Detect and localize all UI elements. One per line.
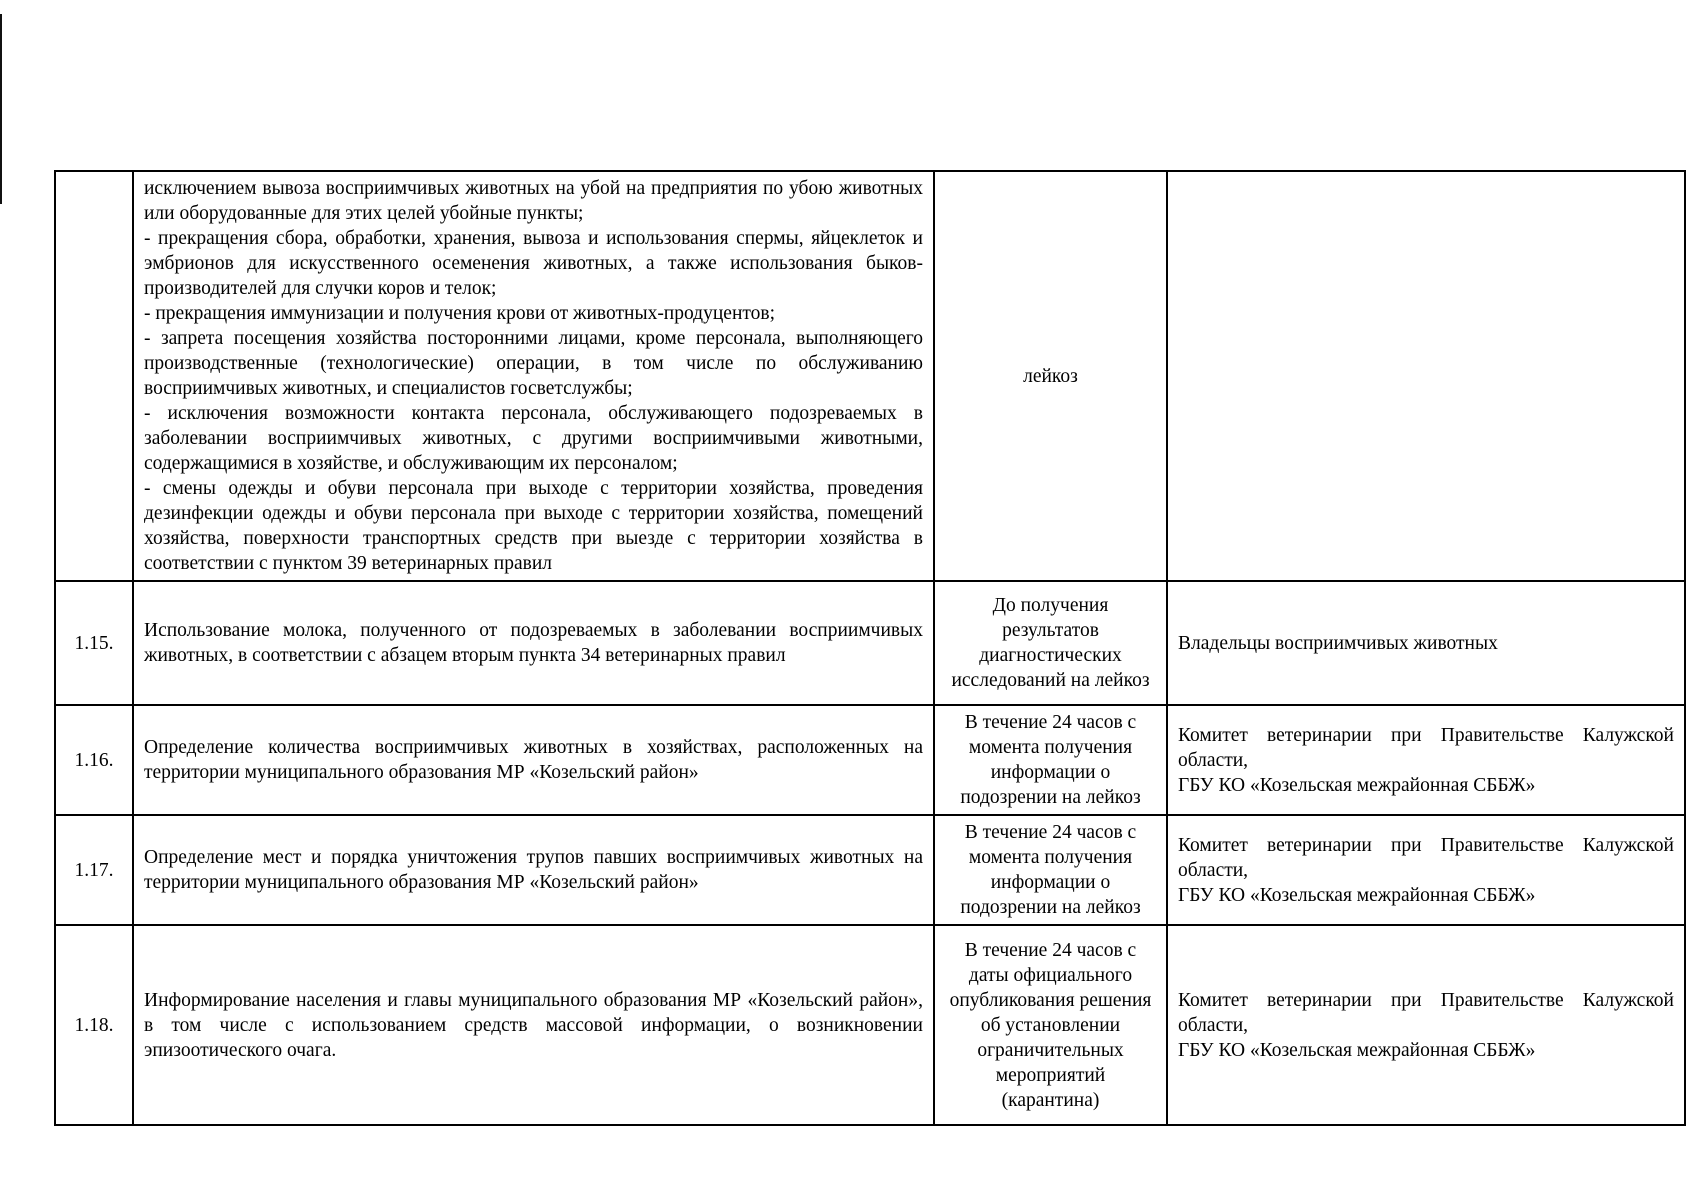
row-number: 1.18. — [55, 925, 133, 1125]
measures-table — [54, 170, 1686, 1126]
measure-text: Использование молока, полученного от подозреваемых в заболевании восприимчивых животных, в соответствии с абзацем вторым пункта 34 ветеринарных правил — [133, 581, 934, 705]
deadline-cell: В течение 24 часов с момента получения информации о подозрении на лейкоз — [934, 705, 1167, 815]
table-row — [55, 581, 1685, 705]
measure-text: Определение количества восприимчивых животных в хозяйствах, расположенных на территории муниципального образования МР «Козельский район» — [133, 705, 934, 815]
deadline-cell: лейкоз — [934, 171, 1167, 581]
responsible-cell: Владельцы восприимчивых животных — [1167, 581, 1685, 705]
deadline-cell: В течение 24 часов с момента получения информации о подозрении на лейкоз — [934, 815, 1167, 925]
responsible-line: ГБУ КО «Козельская межрайонная СББЖ» — [1178, 774, 1536, 796]
row-number: 1.15. — [55, 581, 133, 705]
row-number: 1.16. — [55, 705, 133, 815]
responsible-cell — [1167, 815, 1685, 925]
table-row — [55, 815, 1685, 925]
responsible-line: Комитет ветеринарии при Правительстве Калужской области, — [1178, 834, 1674, 881]
responsible-line: ГБУ КО «Козельская межрайонная СББЖ» — [1178, 1039, 1536, 1061]
responsible-cell — [1167, 171, 1685, 581]
measure-text-line: исключением вывоза восприимчивых животных на убой на предприятия по убою животных или оборудованные для этих целей убойные пункты; — [144, 178, 923, 224]
measure-text: Информирование населения и главы муниципального образования МР «Козельский район», в том числе с использованием средств массовой информации, о возникновении эпизоотического очага. — [133, 925, 934, 1125]
measure-text-line: - прекращения иммунизации и получения крови от животных-продуцентов; — [144, 303, 776, 324]
table-row — [55, 925, 1685, 1125]
row-number — [55, 171, 133, 581]
deadline-cell: В течение 24 часов с даты официального опубликования решения об установлении ограничительных мероприятий (карантина) — [934, 925, 1167, 1125]
measure-text-line: - прекращения сбора, обработки, хранения, вывоза и использования спермы, яйцеклеток и эмбрионов для искусственного осеменения животных, а также использования быков-производителей для случки коров и телок; — [144, 228, 923, 299]
measure-text-line: - смены одежды и обуви персонала при выходе с территории хозяйства, проведения дезинфекции одежды и обуви персонала при выходе с территории хозяйства, помещений хозяйства, поверхности транспортных средств при выезде с территории хозяйства в соответствии с пунктом 39 ветеринарных правил — [144, 478, 923, 574]
measure-text-line: - исключения возможности контакта персонала, обслуживающего подозреваемых в заболевании восприимчивых животных, с другими восприимчивыми животными, содержащимися в хозяйстве, и обслуживающим их персоналом; — [144, 403, 923, 474]
responsible-cell — [1167, 705, 1685, 815]
table-row — [55, 705, 1685, 815]
responsible-line: Комитет ветеринарии при Правительстве Калужской области, — [1178, 989, 1674, 1036]
responsible-line: Комитет ветеринарии при Правительстве Калужской области, — [1178, 724, 1674, 771]
measure-text-line: - запрета посещения хозяйства посторонними лицами, кроме персонала, выполняющего производственные (технологические) операции, в том числе по обслуживанию восприимчивых животных, и специалистов госветслужбы; — [144, 328, 923, 399]
responsible-line: ГБУ КО «Козельская межрайонная СББЖ» — [1178, 884, 1536, 906]
responsible-cell — [1167, 925, 1685, 1125]
deadline-cell: До получения результатов диагностических исследований на лейкоз — [934, 581, 1167, 705]
scan-edge-mark — [0, 14, 2, 204]
measure-text: Определение мест и порядка уничтожения трупов павших восприимчивых животных на территории муниципального образования МР «Козельский район» — [133, 815, 934, 925]
measure-text — [133, 171, 934, 581]
table-row — [55, 171, 1685, 581]
row-number: 1.17. — [55, 815, 133, 925]
